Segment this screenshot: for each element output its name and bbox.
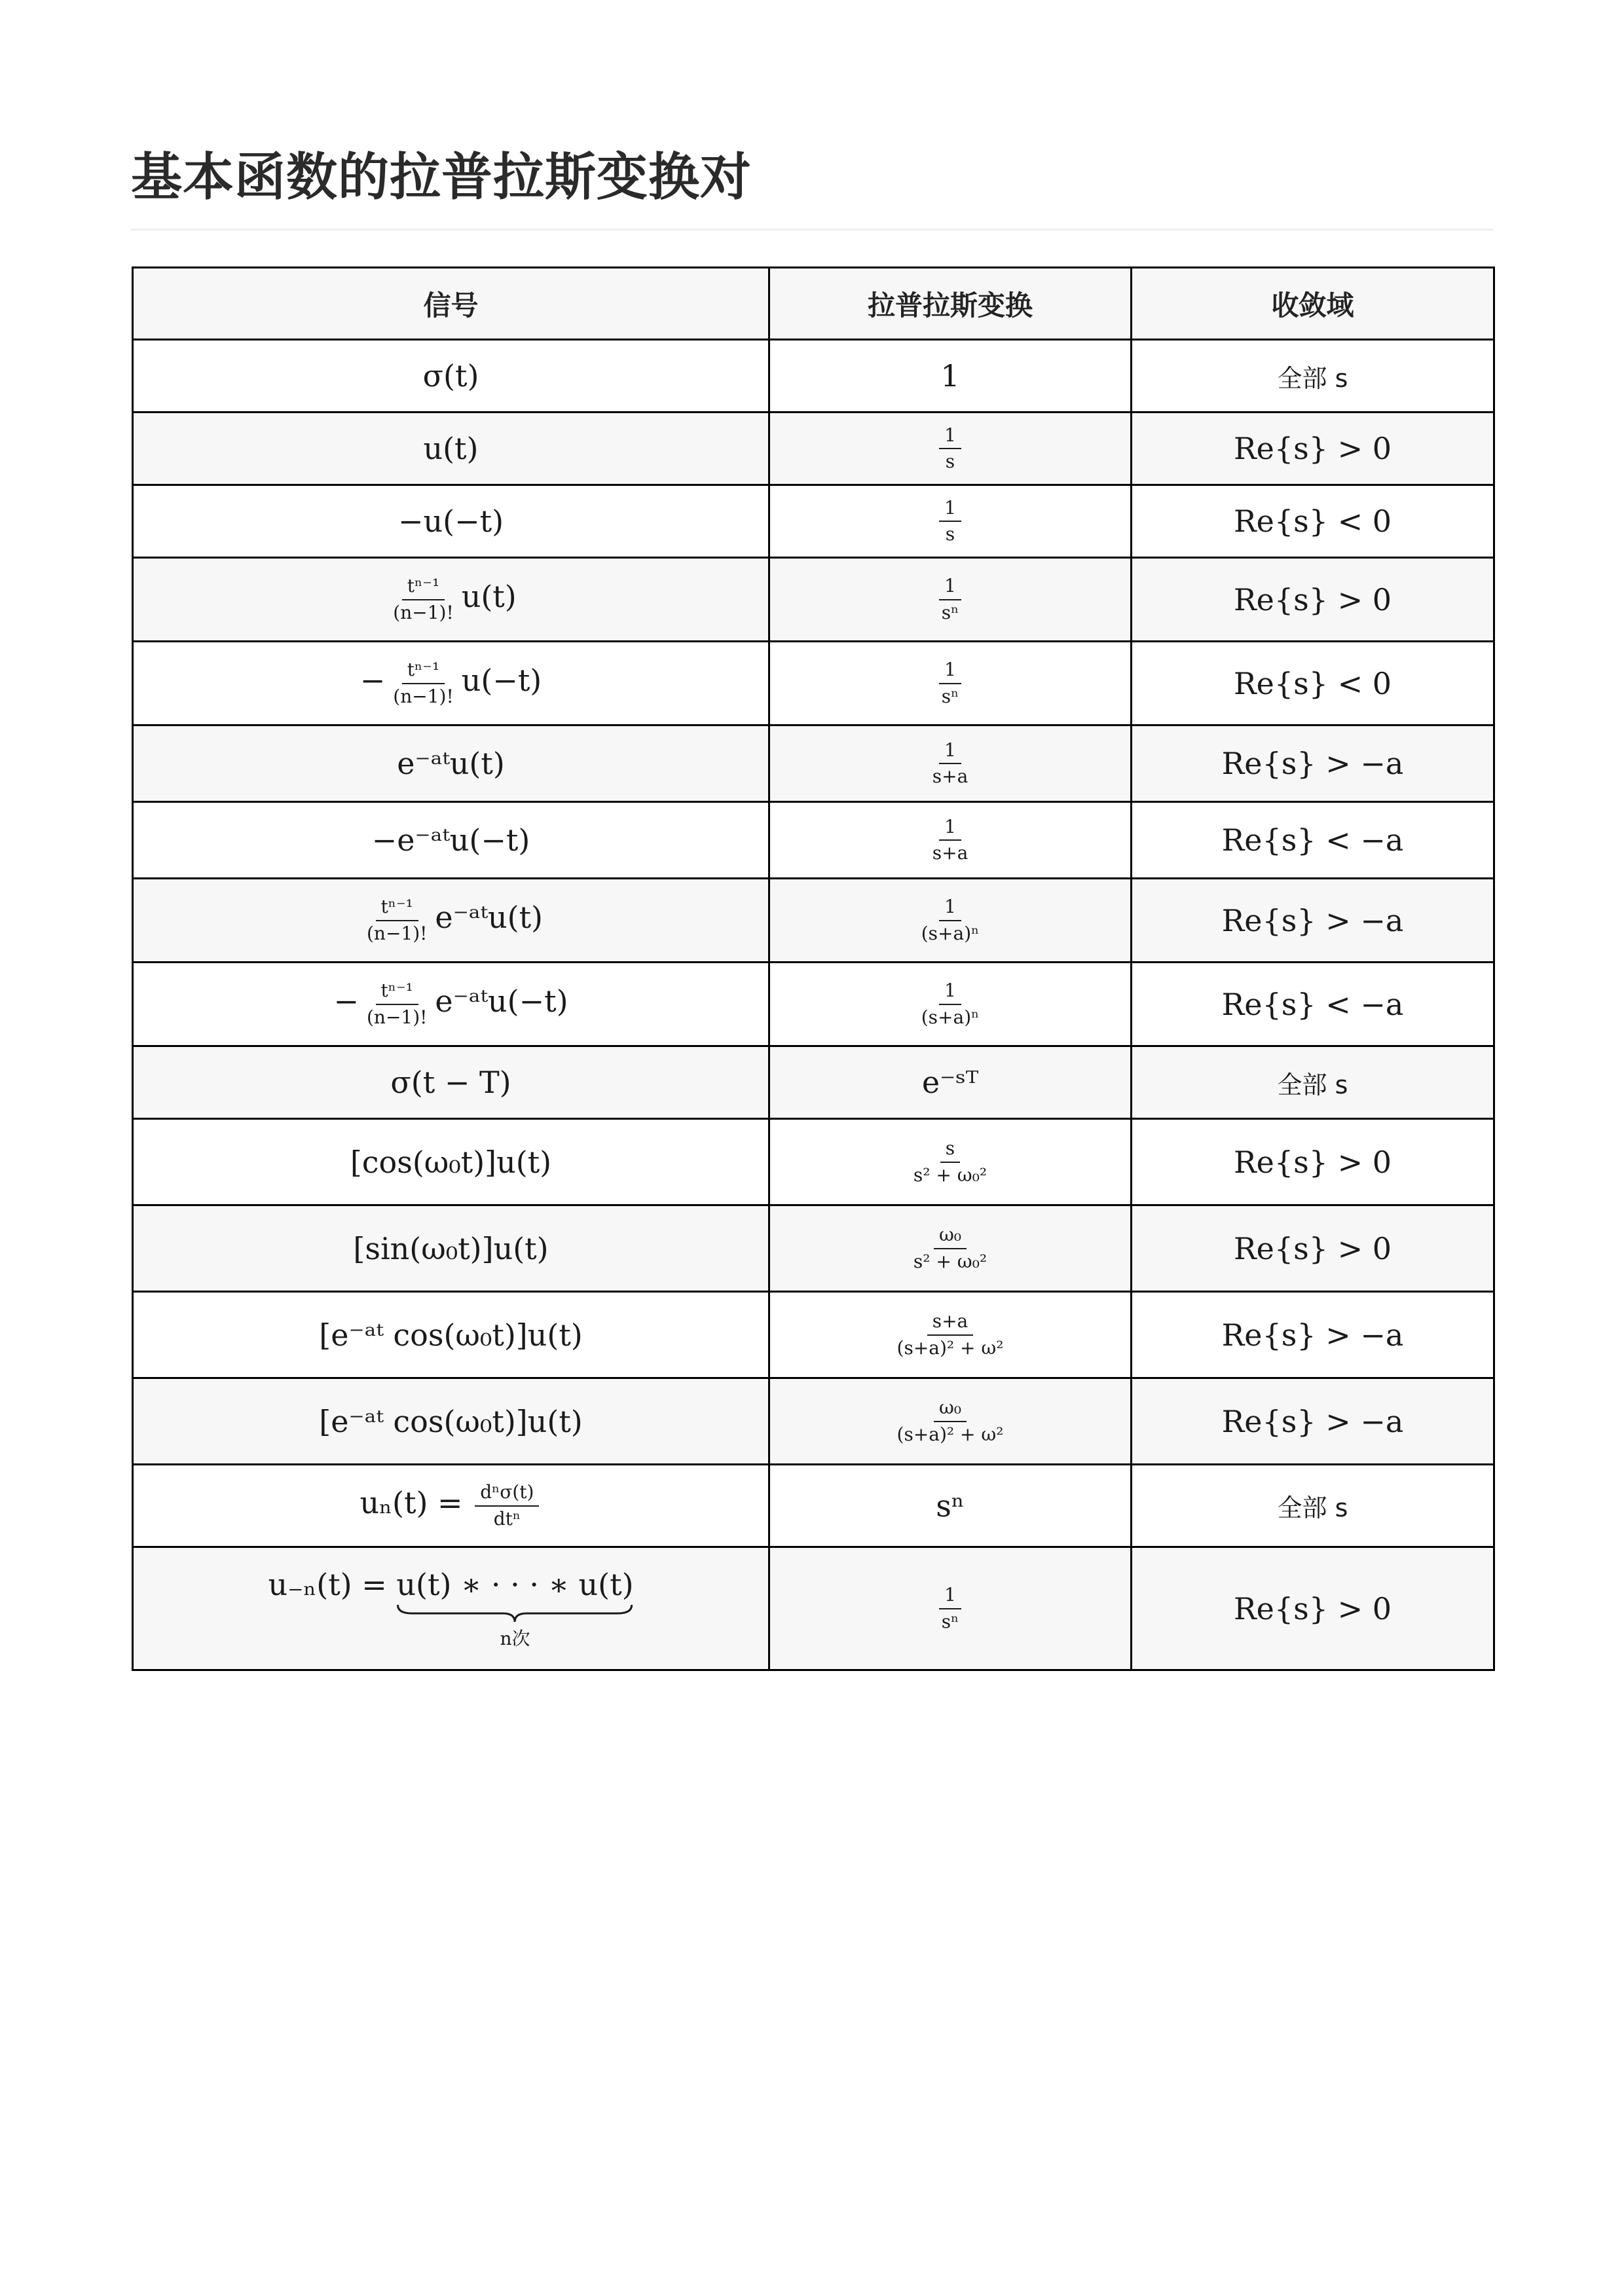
fraction-denominator: (s+a)ⁿ [921, 922, 980, 944]
signal-expr: −e⁻ᵃᵗu(−t) [371, 822, 530, 858]
signal-expr: σ(t − T) [390, 1065, 511, 1100]
roc-expr: Re{s} > 0 [1233, 1590, 1392, 1626]
fraction-numerator: 1 [939, 425, 961, 449]
fraction-numerator: 1 [939, 1585, 961, 1609]
fraction-denominator: (n−1)! [393, 685, 454, 707]
roc-cell [1132, 1205, 1494, 1292]
fraction-denominator: s [945, 450, 955, 472]
fraction-denominator: (s+a)² + ω² [896, 1423, 1004, 1445]
signal-prefix: uₙ(t) = [360, 1485, 473, 1521]
signal-expr: [e⁻ᵃᵗ cos(ω₀t)]u(t) [319, 1403, 583, 1439]
transform-fraction [936, 1585, 964, 1632]
fraction-denominator: (n−1)! [366, 1006, 428, 1028]
roc-expr: Re{s} > −a [1221, 1403, 1404, 1439]
fraction-denominator: sⁿ [941, 1610, 959, 1632]
title-divider [131, 229, 1493, 230]
roc-expr: Re{s} < −a [1221, 822, 1404, 858]
transform-fraction [936, 659, 964, 707]
roc-cell [1132, 963, 1494, 1046]
roc-cell [1132, 340, 1494, 413]
roc-expr: Re{s} > −a [1221, 902, 1404, 938]
table-row [133, 1119, 1494, 1205]
table-row [133, 558, 1494, 642]
fraction-numerator: 1 [939, 659, 961, 684]
transform-cell [769, 802, 1132, 879]
fraction-numerator: s+a [927, 1311, 974, 1335]
signal-suffix: e⁻ᵃᵗu(t) [435, 900, 543, 936]
transform-fraction [892, 1311, 1009, 1358]
signal-cell [133, 642, 769, 725]
transform-cell [769, 340, 1132, 413]
signal-expr [333, 980, 568, 1027]
signal-cell [133, 485, 769, 558]
fraction-numerator: 1 [939, 576, 961, 600]
signal-expr [360, 659, 542, 707]
fraction-numerator: ω₀ [934, 1397, 967, 1422]
fraction-denominator: s [945, 523, 955, 545]
signal-fraction [361, 896, 432, 944]
fraction-numerator: 1 [939, 896, 961, 921]
fraction-denominator: sⁿ [941, 685, 959, 707]
signal-fraction [388, 659, 458, 707]
roc-cell [1132, 1292, 1494, 1378]
roc-cell [1132, 725, 1494, 802]
signal-cell [133, 1292, 769, 1378]
roc-expr: 全部 s [1277, 1070, 1348, 1099]
signal-cell [133, 802, 769, 879]
roc-expr: Re{s} < 0 [1233, 504, 1392, 539]
signal-cell [133, 1119, 769, 1205]
roc-expr: Re{s} > 0 [1233, 1230, 1392, 1266]
transform-fraction [916, 896, 984, 944]
fraction-denominator: sⁿ [941, 601, 959, 623]
fraction-denominator: s+a [932, 842, 969, 864]
transform-fraction [939, 425, 961, 472]
signal-expr: −u(−t) [397, 504, 504, 539]
signal-cell [133, 340, 769, 413]
transform-fraction [916, 980, 984, 1027]
fraction-denominator: s+a [932, 765, 969, 787]
transform-cell [769, 642, 1132, 725]
fraction-denominator: (n−1)! [366, 922, 428, 944]
transform-fraction [908, 1138, 992, 1185]
roc-cell [1132, 1465, 1494, 1547]
signal-cell [133, 558, 769, 642]
table-row [133, 1547, 1494, 1670]
fraction-denominator: s² + ω₀² [913, 1164, 987, 1186]
signal-expr [360, 1482, 542, 1529]
transform-cell [769, 1292, 1132, 1378]
fraction-denominator: s² + ω₀² [913, 1250, 987, 1272]
page-title: 基本函数的拉普拉斯变换对 [131, 148, 752, 207]
table-row [133, 1046, 1494, 1119]
fraction-numerator: 1 [939, 740, 961, 764]
header-signal: 信号 [133, 268, 769, 340]
roc-expr: Re{s} > 0 [1233, 581, 1392, 617]
roc-cell [1132, 1378, 1494, 1465]
signal-prefix: − [360, 663, 386, 699]
transform-cell [769, 1465, 1132, 1547]
transform-cell [769, 558, 1132, 642]
transform-fraction [936, 576, 964, 623]
signal-expr [268, 1567, 633, 1651]
transform-cell [769, 725, 1132, 802]
transform-cell [769, 963, 1132, 1046]
table-row [133, 1465, 1494, 1547]
signal-fraction [361, 980, 432, 1027]
table-row [133, 1292, 1494, 1378]
fraction-denominator: (s+a)² + ω² [896, 1336, 1004, 1359]
fraction-numerator: 1 [939, 498, 961, 522]
signal-expr: [e⁻ᵃᵗ cos(ω₀t)]u(t) [319, 1317, 583, 1353]
fraction-numerator: tⁿ⁻¹ [402, 576, 445, 600]
table-row [133, 802, 1494, 879]
transform-cell [769, 413, 1132, 485]
transform-fraction [927, 740, 974, 787]
fraction-numerator: tⁿ⁻¹ [376, 980, 418, 1004]
transform-cell [769, 1119, 1132, 1205]
transform-fraction [927, 817, 974, 864]
underbrace-group [396, 1567, 633, 1651]
transform-cell [769, 1205, 1132, 1292]
table-row [133, 1378, 1494, 1465]
signal-cell [133, 1046, 769, 1119]
laplace-transform-table [132, 266, 1495, 1671]
signal-cell [133, 1378, 769, 1465]
table-row [133, 963, 1494, 1046]
transform-cell [769, 1378, 1132, 1465]
signal-expr: σ(t) [422, 358, 479, 394]
transform-cell [769, 485, 1132, 558]
fraction-numerator: dⁿσ(t) [475, 1482, 539, 1506]
roc-expr: Re{s} < 0 [1233, 665, 1392, 701]
signal-cell [133, 963, 769, 1046]
transform-fraction [892, 1397, 1009, 1444]
signal-suffix: e⁻ᵃᵗu(−t) [435, 983, 568, 1019]
table-row [133, 1205, 1494, 1292]
signal-prefix: − [333, 983, 359, 1019]
signal-fraction [475, 1482, 539, 1529]
roc-cell [1132, 413, 1494, 485]
table-row [133, 485, 1494, 558]
fraction-numerator: tⁿ⁻¹ [402, 659, 445, 684]
signal-expr [385, 576, 516, 623]
roc-cell [1132, 1119, 1494, 1205]
table-row [133, 413, 1494, 485]
fraction-numerator: s [940, 1138, 960, 1162]
transform-expr: e⁻ˢᵀ [921, 1065, 979, 1100]
transform-cell [769, 1547, 1132, 1670]
transform-cell [769, 879, 1132, 963]
roc-cell [1132, 802, 1494, 879]
signal-lhs: u₋ₙ(t) = [268, 1566, 397, 1602]
roc-cell [1132, 558, 1494, 642]
fraction-denominator: (s+a)ⁿ [921, 1006, 980, 1028]
signal-expr: e⁻ᵃᵗu(t) [397, 746, 505, 781]
signal-fraction [388, 576, 458, 623]
roc-expr: Re{s} > 0 [1233, 431, 1392, 466]
signal-expr: u(t) [423, 431, 479, 466]
roc-cell [1132, 1046, 1494, 1119]
signal-cell [133, 1465, 769, 1547]
roc-expr: Re{s} > −a [1221, 746, 1404, 781]
underbrace-label: n次 [500, 1627, 530, 1649]
header-roc: 收敛域 [1132, 268, 1494, 340]
signal-suffix: u(−t) [461, 663, 542, 699]
table-header-row [133, 268, 1494, 340]
signal-cell [133, 1205, 769, 1292]
fraction-numerator: tⁿ⁻¹ [376, 896, 418, 921]
roc-cell [1132, 642, 1494, 725]
fraction-numerator: 1 [939, 817, 961, 841]
signal-suffix: u(t) [461, 579, 517, 615]
roc-expr: Re{s} > 0 [1233, 1144, 1392, 1180]
underbrace-icon [396, 1604, 633, 1623]
table-row [133, 725, 1494, 802]
transform-expr: sⁿ [936, 1488, 965, 1524]
header-transform: 拉普拉斯变换 [769, 268, 1132, 340]
roc-expr: Re{s} > −a [1221, 1317, 1404, 1353]
roc-expr: 全部 s [1277, 363, 1348, 393]
signal-cell [133, 413, 769, 485]
transform-expr: 1 [940, 358, 960, 394]
roc-cell [1132, 485, 1494, 558]
transform-fraction [939, 498, 961, 545]
signal-cell [133, 725, 769, 802]
roc-cell [1132, 1547, 1494, 1670]
signal-cell [133, 879, 769, 963]
signal-cell [133, 1547, 769, 1670]
table-row [133, 642, 1494, 725]
table-row [133, 340, 1494, 413]
table-row [133, 879, 1494, 963]
signal-expr [359, 896, 543, 944]
underbrace-body: u(t) ∗ · · · ∗ u(t) [396, 1566, 634, 1602]
transform-cell [769, 1046, 1132, 1119]
roc-expr: Re{s} < −a [1221, 986, 1404, 1022]
fraction-numerator: 1 [939, 980, 961, 1004]
roc-cell [1132, 879, 1494, 963]
signal-expr: [sin(ω₀t)]u(t) [353, 1230, 549, 1266]
transform-fraction [908, 1224, 992, 1272]
fraction-denominator: dtⁿ [493, 1507, 521, 1530]
fraction-denominator: (n−1)! [393, 601, 454, 623]
roc-expr: 全部 s [1277, 1494, 1348, 1522]
signal-expr: [cos(ω₀t)]u(t) [350, 1144, 552, 1180]
fraction-numerator: ω₀ [934, 1224, 967, 1249]
